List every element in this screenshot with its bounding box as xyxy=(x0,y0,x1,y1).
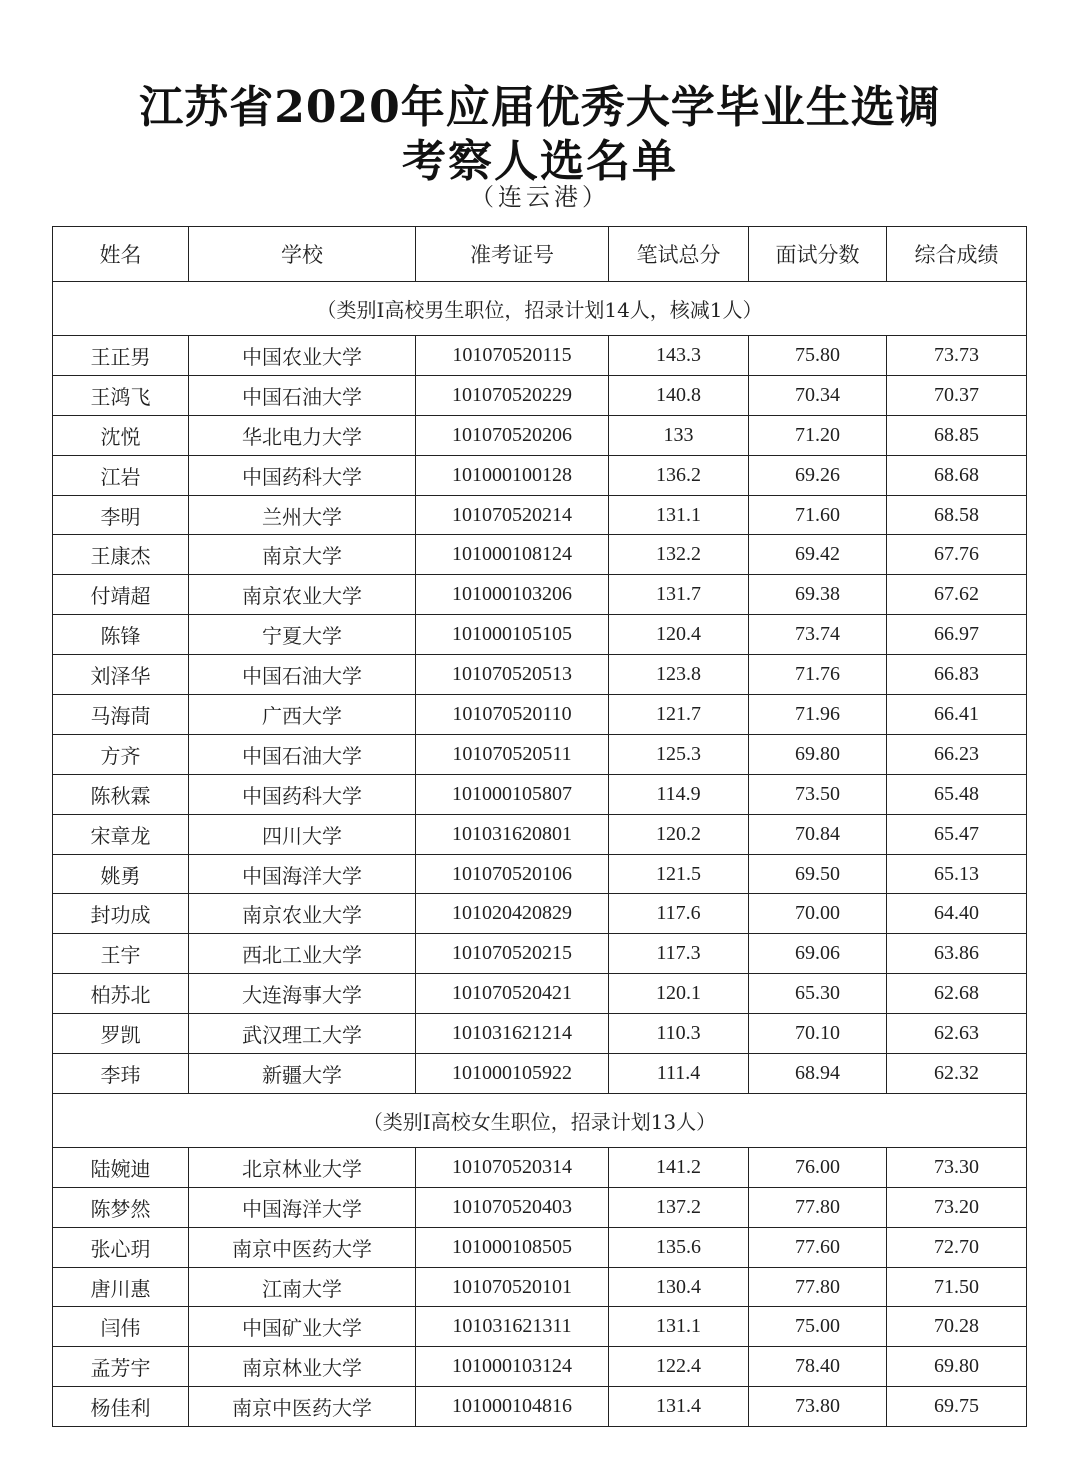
cell-interview-score: 69.26 xyxy=(749,455,887,495)
cell-written-score: 120.1 xyxy=(609,974,749,1014)
cell-name: 付靖超 xyxy=(53,575,189,615)
cell-written-score: 121.5 xyxy=(609,854,749,894)
cell-interview-score: 71.20 xyxy=(749,415,887,455)
cell-interview-score: 71.96 xyxy=(749,695,887,735)
table-body xyxy=(53,282,1027,1427)
section-label: （类别I高校男生职位，招录计划14人，核减1人） xyxy=(53,282,1027,336)
cell-exam-id: 101000100128 xyxy=(416,455,609,495)
cell-exam-id: 101000105807 xyxy=(416,774,609,814)
cell-total-score: 62.68 xyxy=(887,974,1027,1014)
cell-written-score: 132.2 xyxy=(609,535,749,575)
header-name: 姓名 xyxy=(53,227,189,282)
cell-exam-id: 101070520106 xyxy=(416,854,609,894)
cell-school: 南京农业大学 xyxy=(189,894,416,934)
cell-exam-id: 101070520215 xyxy=(416,934,609,974)
header-total-score: 综合成绩 xyxy=(887,227,1027,282)
cell-written-score: 125.3 xyxy=(609,734,749,774)
cell-total-score: 67.76 xyxy=(887,535,1027,575)
cell-written-score: 114.9 xyxy=(609,774,749,814)
cell-name: 王正男 xyxy=(53,336,189,376)
cell-name: 闫伟 xyxy=(53,1307,189,1347)
cell-exam-id: 101000108124 xyxy=(416,535,609,575)
cell-exam-id: 101000104816 xyxy=(416,1387,609,1427)
cell-school: 南京中医药大学 xyxy=(189,1227,416,1267)
cell-school: 中国矿业大学 xyxy=(189,1307,416,1347)
cell-exam-id: 101031621214 xyxy=(416,1014,609,1054)
table-row xyxy=(53,734,1027,774)
cell-name: 罗凯 xyxy=(53,1014,189,1054)
cell-exam-id: 101070520101 xyxy=(416,1267,609,1307)
header-exam-id: 准考证号 xyxy=(416,227,609,282)
cell-total-score: 67.62 xyxy=(887,575,1027,615)
cell-school: 南京大学 xyxy=(189,535,416,575)
cell-exam-id: 101070520513 xyxy=(416,655,609,695)
cell-written-score: 121.7 xyxy=(609,695,749,735)
cell-school: 江南大学 xyxy=(189,1267,416,1307)
cell-total-score: 69.80 xyxy=(887,1347,1027,1387)
cell-total-score: 66.97 xyxy=(887,615,1027,655)
cell-name: 刘泽华 xyxy=(53,655,189,695)
cell-name: 宋章龙 xyxy=(53,814,189,854)
cell-written-score: 120.4 xyxy=(609,615,749,655)
cell-total-score: 64.40 xyxy=(887,894,1027,934)
section-label: （类别I高校女生职位，招录计划13人） xyxy=(53,1093,1027,1147)
cell-interview-score: 69.80 xyxy=(749,734,887,774)
cell-written-score: 117.3 xyxy=(609,934,749,974)
cell-school: 中国石油大学 xyxy=(189,655,416,695)
cell-exam-id: 101000105105 xyxy=(416,615,609,655)
table-row xyxy=(53,854,1027,894)
cell-interview-score: 69.38 xyxy=(749,575,887,615)
cell-total-score: 65.48 xyxy=(887,774,1027,814)
cell-written-score: 133 xyxy=(609,415,749,455)
cell-interview-score: 69.50 xyxy=(749,854,887,894)
cell-interview-score: 78.40 xyxy=(749,1347,887,1387)
cell-total-score: 73.20 xyxy=(887,1187,1027,1227)
cell-exam-id: 101000108505 xyxy=(416,1227,609,1267)
cell-total-score: 68.58 xyxy=(887,495,1027,535)
cell-interview-score: 73.50 xyxy=(749,774,887,814)
cell-total-score: 62.63 xyxy=(887,1014,1027,1054)
cell-school: 北京林业大学 xyxy=(189,1147,416,1187)
cell-written-score: 143.3 xyxy=(609,336,749,376)
cell-school: 西北工业大学 xyxy=(189,934,416,974)
cell-exam-id: 101070520110 xyxy=(416,695,609,735)
cell-total-score: 71.50 xyxy=(887,1267,1027,1307)
cell-exam-id: 101000103124 xyxy=(416,1347,609,1387)
cell-name: 陈秋霖 xyxy=(53,774,189,814)
cell-interview-score: 69.42 xyxy=(749,535,887,575)
cell-school: 南京中医药大学 xyxy=(189,1387,416,1427)
cell-written-score: 137.2 xyxy=(609,1187,749,1227)
cell-exam-id: 101031620801 xyxy=(416,814,609,854)
cell-interview-score: 70.84 xyxy=(749,814,887,854)
cell-name: 王宇 xyxy=(53,934,189,974)
cell-school: 广西大学 xyxy=(189,695,416,735)
cell-name: 张心玥 xyxy=(53,1227,189,1267)
header-written-score: 笔试总分 xyxy=(609,227,749,282)
cell-name: 方齐 xyxy=(53,734,189,774)
cell-interview-score: 65.30 xyxy=(749,974,887,1014)
table-row xyxy=(53,695,1027,735)
table-row xyxy=(53,974,1027,1014)
cell-total-score: 62.32 xyxy=(887,1054,1027,1094)
table-header-row xyxy=(53,227,1027,282)
cell-exam-id: 101070520206 xyxy=(416,415,609,455)
cell-total-score: 65.13 xyxy=(887,854,1027,894)
cell-total-score: 66.83 xyxy=(887,655,1027,695)
cell-name: 陆婉迪 xyxy=(53,1147,189,1187)
cell-interview-score: 70.34 xyxy=(749,375,887,415)
cell-name: 李玮 xyxy=(53,1054,189,1094)
cell-written-score: 130.4 xyxy=(609,1267,749,1307)
cell-total-score: 73.73 xyxy=(887,336,1027,376)
cell-written-score: 131.7 xyxy=(609,575,749,615)
cell-exam-id: 101000105922 xyxy=(416,1054,609,1094)
cell-school: 中国海洋大学 xyxy=(189,1187,416,1227)
table-row xyxy=(53,1187,1027,1227)
cell-exam-id: 101070520511 xyxy=(416,734,609,774)
cell-written-score: 111.4 xyxy=(609,1054,749,1094)
document-title-line2: 考察人选名单 xyxy=(402,136,678,187)
header-school: 学校 xyxy=(189,227,416,282)
cell-interview-score: 71.76 xyxy=(749,655,887,695)
cell-school: 中国石油大学 xyxy=(189,375,416,415)
cell-written-score: 131.4 xyxy=(609,1387,749,1427)
cell-exam-id: 101070520229 xyxy=(416,375,609,415)
cell-interview-score: 71.60 xyxy=(749,495,887,535)
section-row xyxy=(53,282,1027,336)
table-row xyxy=(53,535,1027,575)
cell-interview-score: 77.60 xyxy=(749,1227,887,1267)
cell-written-score: 131.1 xyxy=(609,495,749,535)
cell-school: 南京林业大学 xyxy=(189,1347,416,1387)
cell-school: 中国海洋大学 xyxy=(189,854,416,894)
cell-name: 王鸿飞 xyxy=(53,375,189,415)
cell-school: 中国农业大学 xyxy=(189,336,416,376)
cell-total-score: 69.75 xyxy=(887,1387,1027,1427)
table-row xyxy=(53,655,1027,695)
cell-school: 四川大学 xyxy=(189,814,416,854)
cell-total-score: 68.85 xyxy=(887,415,1027,455)
cell-total-score: 66.41 xyxy=(887,695,1027,735)
table-row xyxy=(53,336,1027,376)
cell-total-score: 63.86 xyxy=(887,934,1027,974)
cell-interview-score: 76.00 xyxy=(749,1147,887,1187)
cell-name: 柏苏北 xyxy=(53,974,189,1014)
cell-name: 姚勇 xyxy=(53,854,189,894)
cell-name: 沈悦 xyxy=(53,415,189,455)
cell-exam-id: 101020420829 xyxy=(416,894,609,934)
cell-total-score: 70.37 xyxy=(887,375,1027,415)
cell-interview-score: 77.80 xyxy=(749,1187,887,1227)
table-row xyxy=(53,1347,1027,1387)
cell-written-score: 140.8 xyxy=(609,375,749,415)
cell-exam-id: 101070520403 xyxy=(416,1187,609,1227)
table-row xyxy=(53,375,1027,415)
cell-school: 宁夏大学 xyxy=(189,615,416,655)
table-row xyxy=(53,615,1027,655)
table-row xyxy=(53,1267,1027,1307)
cell-school: 武汉理工大学 xyxy=(189,1014,416,1054)
table-row xyxy=(53,495,1027,535)
cell-name: 马海茼 xyxy=(53,695,189,735)
cell-total-score: 70.28 xyxy=(887,1307,1027,1347)
cell-name: 江岩 xyxy=(53,455,189,495)
candidate-table xyxy=(52,226,1027,1427)
cell-name: 封功成 xyxy=(53,894,189,934)
document-title-line1: 江苏省2020年应届优秀大学毕业生选调 xyxy=(139,82,941,133)
cell-interview-score: 75.00 xyxy=(749,1307,887,1347)
cell-written-score: 117.6 xyxy=(609,894,749,934)
cell-total-score: 72.70 xyxy=(887,1227,1027,1267)
table-row xyxy=(53,1307,1027,1347)
cell-interview-score: 73.80 xyxy=(749,1387,887,1427)
cell-school: 南京农业大学 xyxy=(189,575,416,615)
cell-interview-score: 77.80 xyxy=(749,1267,887,1307)
table-row xyxy=(53,415,1027,455)
cell-name: 杨佳利 xyxy=(53,1387,189,1427)
header-interview-score: 面试分数 xyxy=(749,227,887,282)
cell-written-score: 122.4 xyxy=(609,1347,749,1387)
cell-interview-score: 75.80 xyxy=(749,336,887,376)
table-row xyxy=(53,575,1027,615)
table-row xyxy=(53,1227,1027,1267)
table-row xyxy=(53,934,1027,974)
cell-total-score: 68.68 xyxy=(887,455,1027,495)
table-row xyxy=(53,814,1027,854)
cell-school: 兰州大学 xyxy=(189,495,416,535)
cell-interview-score: 68.94 xyxy=(749,1054,887,1094)
cell-name: 王康杰 xyxy=(53,535,189,575)
cell-written-score: 135.6 xyxy=(609,1227,749,1267)
table-row xyxy=(53,774,1027,814)
cell-name: 孟芳宇 xyxy=(53,1347,189,1387)
cell-exam-id: 101070520214 xyxy=(416,495,609,535)
section-row xyxy=(53,1093,1027,1147)
cell-school: 中国药科大学 xyxy=(189,774,416,814)
cell-written-score: 141.2 xyxy=(609,1147,749,1187)
cell-interview-score: 73.74 xyxy=(749,615,887,655)
cell-interview-score: 70.10 xyxy=(749,1014,887,1054)
cell-total-score: 73.30 xyxy=(887,1147,1027,1187)
cell-total-score: 66.23 xyxy=(887,734,1027,774)
table-row xyxy=(53,1054,1027,1094)
cell-school: 中国石油大学 xyxy=(189,734,416,774)
cell-interview-score: 69.06 xyxy=(749,934,887,974)
cell-name: 陈梦然 xyxy=(53,1187,189,1227)
cell-name: 唐川惠 xyxy=(53,1267,189,1307)
table-row xyxy=(53,1387,1027,1427)
cell-written-score: 123.8 xyxy=(609,655,749,695)
cell-exam-id: 101000103206 xyxy=(416,575,609,615)
cell-total-score: 65.47 xyxy=(887,814,1027,854)
cell-name: 陈锋 xyxy=(53,615,189,655)
cell-interview-score: 70.00 xyxy=(749,894,887,934)
table-row xyxy=(53,1147,1027,1187)
cell-written-score: 110.3 xyxy=(609,1014,749,1054)
cell-school: 中国药科大学 xyxy=(189,455,416,495)
cell-exam-id: 101070520421 xyxy=(416,974,609,1014)
cell-written-score: 120.2 xyxy=(609,814,749,854)
table-row xyxy=(53,455,1027,495)
cell-exam-id: 101070520115 xyxy=(416,336,609,376)
cell-written-score: 136.2 xyxy=(609,455,749,495)
table-row xyxy=(53,894,1027,934)
cell-school: 华北电力大学 xyxy=(189,415,416,455)
table-row xyxy=(53,1014,1027,1054)
cell-exam-id: 101031621311 xyxy=(416,1307,609,1347)
document-subtitle: （连云港） xyxy=(470,183,610,211)
cell-school: 大连海事大学 xyxy=(189,974,416,1014)
cell-school: 新疆大学 xyxy=(189,1054,416,1094)
cell-exam-id: 101070520314 xyxy=(416,1147,609,1187)
cell-written-score: 131.1 xyxy=(609,1307,749,1347)
cell-name: 李明 xyxy=(53,495,189,535)
